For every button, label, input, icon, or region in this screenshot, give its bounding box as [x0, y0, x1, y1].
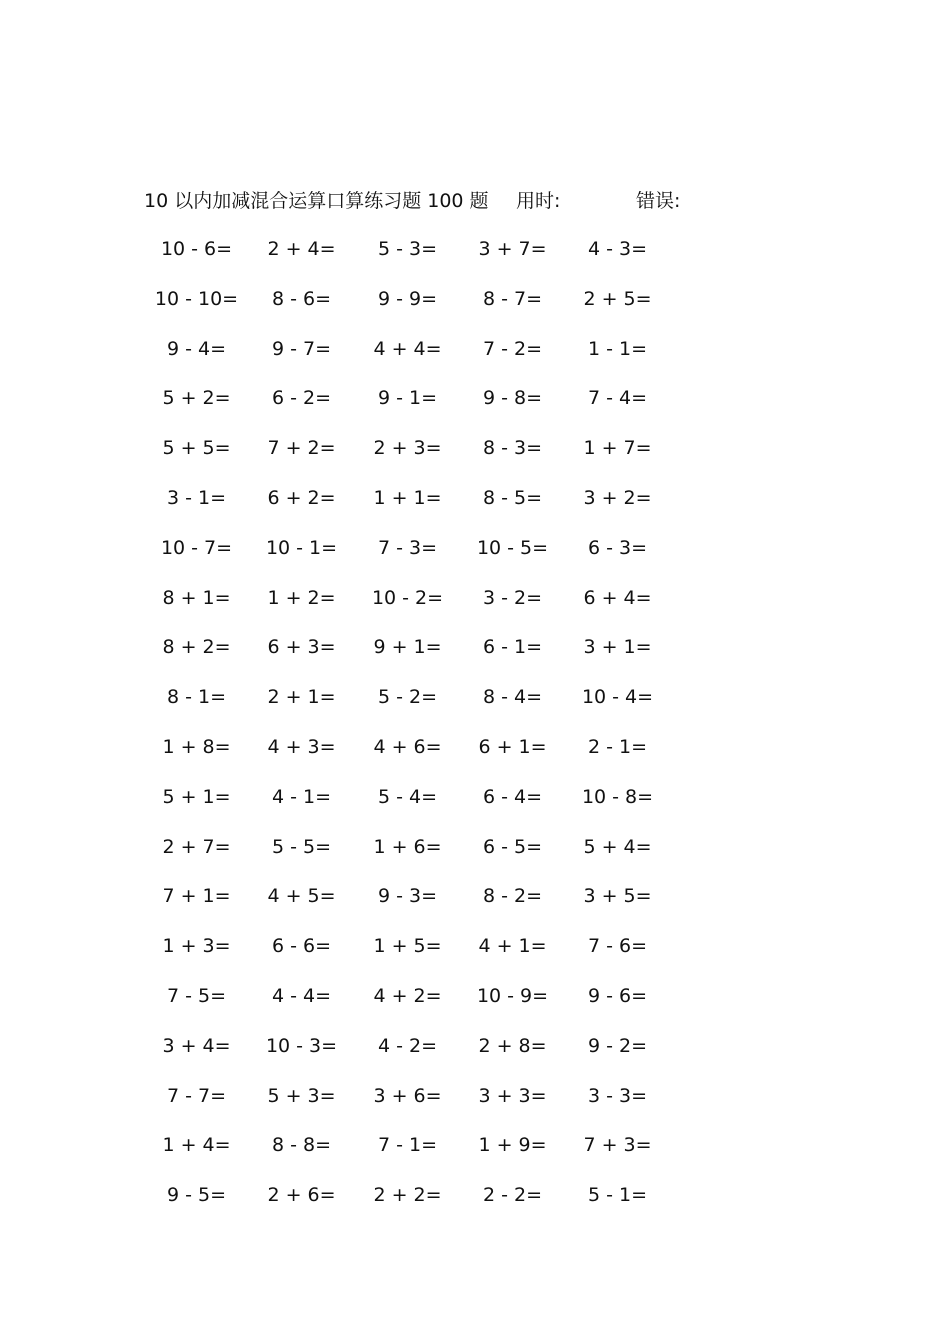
math-problem: 7 - 5=	[166, 984, 227, 1007]
math-problem: 3 + 1=	[583, 636, 652, 659]
math-problem: 1 + 7=	[583, 437, 652, 460]
math-problem: 4 + 1=	[478, 935, 547, 958]
problem-row	[144, 779, 704, 829]
math-problem: 10 - 10=	[154, 287, 239, 310]
problem-row	[144, 281, 704, 331]
math-problem: 10 - 1=	[265, 536, 338, 559]
math-problem: 4 - 3=	[587, 238, 648, 260]
math-problem: 4 + 6=	[373, 735, 442, 758]
math-problem: 10 - 9=	[476, 984, 549, 1007]
problem-row	[144, 878, 704, 928]
math-problem: 7 + 2=	[267, 437, 336, 460]
math-problem: 6 - 1=	[482, 636, 543, 659]
math-problem: 3 + 5=	[583, 885, 652, 908]
problem-row	[144, 1028, 704, 1078]
math-problem: 8 - 4=	[482, 686, 543, 709]
math-problem: 4 + 2=	[373, 984, 442, 1007]
math-problem: 1 + 6=	[373, 835, 442, 858]
problem-row	[144, 231, 704, 281]
math-problem: 9 + 1=	[373, 636, 442, 659]
math-problem: 9 - 1=	[377, 387, 438, 410]
math-problem: 8 - 6=	[271, 287, 332, 310]
math-problem: 1 + 3=	[162, 935, 231, 958]
math-problem: 2 + 2=	[373, 1184, 442, 1207]
math-problem: 6 + 3=	[267, 636, 336, 659]
problem-row	[144, 629, 704, 679]
math-problem: 6 + 2=	[267, 486, 336, 509]
math-problem: 1 + 9=	[478, 1134, 547, 1157]
math-problem: 7 - 3=	[377, 536, 438, 559]
problem-row	[144, 480, 704, 530]
problem-grid	[144, 231, 704, 1227]
math-problem: 9 - 3=	[377, 885, 438, 908]
problem-row	[144, 331, 704, 381]
math-problem: 4 + 3=	[267, 735, 336, 758]
math-problem: 7 - 6=	[587, 935, 648, 958]
math-problem: 2 + 4=	[267, 238, 336, 260]
math-problem: 5 - 1=	[587, 1184, 648, 1207]
math-problem: 8 - 7=	[482, 287, 543, 310]
math-problem: 9 - 9=	[377, 287, 438, 310]
math-problem: 7 - 2=	[482, 337, 543, 360]
math-problem: 3 - 1=	[166, 486, 227, 509]
math-problem: 3 + 7=	[478, 238, 547, 260]
math-problem: 10 - 5=	[476, 536, 549, 559]
math-problem: 5 - 3=	[377, 238, 438, 260]
math-problem: 5 + 2=	[162, 387, 231, 410]
math-problem: 6 - 2=	[271, 387, 332, 410]
math-problem: 3 - 2=	[482, 586, 543, 609]
math-problem: 1 + 2=	[267, 586, 336, 609]
math-problem: 6 - 4=	[482, 785, 543, 808]
problem-row	[144, 729, 704, 779]
problem-row	[144, 829, 704, 879]
problem-row	[144, 430, 704, 480]
problem-row	[144, 978, 704, 1028]
math-problem: 2 + 7=	[162, 835, 231, 858]
math-problem: 2 + 6=	[267, 1184, 336, 1207]
math-problem: 9 - 6=	[587, 984, 648, 1007]
math-problem: 2 + 1=	[267, 686, 336, 709]
math-problem: 2 + 8=	[478, 1034, 547, 1057]
math-problem: 5 + 4=	[583, 835, 652, 858]
error-count-label: 错误:	[636, 190, 681, 212]
math-problem: 2 - 2=	[482, 1184, 543, 1207]
worksheet-header	[144, 186, 764, 216]
problem-row	[144, 1078, 704, 1128]
math-problem: 1 + 5=	[373, 935, 442, 958]
math-problem: 10 - 8=	[581, 785, 654, 808]
math-problem: 5 - 2=	[377, 686, 438, 709]
math-problem: 7 + 3=	[583, 1134, 652, 1157]
math-problem: 2 + 5=	[583, 287, 652, 310]
math-problem: 8 - 3=	[482, 437, 543, 460]
math-problem: 4 + 4=	[373, 337, 442, 360]
math-problem: 10 - 7=	[160, 536, 233, 559]
math-problem: 5 + 5=	[162, 437, 231, 460]
math-problem: 8 - 8=	[271, 1134, 332, 1157]
math-problem: 5 - 4=	[377, 785, 438, 808]
math-problem: 7 + 1=	[162, 885, 231, 908]
math-problem: 10 - 3=	[265, 1034, 338, 1057]
problem-row	[144, 380, 704, 430]
math-problem: 9 - 8=	[482, 387, 543, 410]
math-problem: 9 - 4=	[166, 337, 227, 360]
math-problem: 8 + 2=	[162, 636, 231, 659]
problem-row	[144, 580, 704, 630]
math-problem: 4 - 2=	[377, 1034, 438, 1057]
math-problem: 6 - 5=	[482, 835, 543, 858]
worksheet-title: 10 以内加减混合运算口算练习题 100 题	[144, 190, 489, 212]
math-problem: 8 - 1=	[166, 686, 227, 709]
math-problem: 9 - 7=	[271, 337, 332, 360]
math-problem: 9 - 5=	[166, 1184, 227, 1207]
math-problem: 4 + 5=	[267, 885, 336, 908]
math-problem: 9 - 2=	[587, 1034, 648, 1057]
problem-row	[144, 679, 704, 729]
math-problem: 7 - 1=	[377, 1134, 438, 1157]
math-problem: 1 + 1=	[373, 486, 442, 509]
problem-row	[144, 1127, 704, 1177]
math-problem: 1 + 8=	[162, 735, 231, 758]
math-problem: 8 + 1=	[162, 586, 231, 609]
math-problem: 6 + 1=	[478, 735, 547, 758]
math-problem: 2 + 3=	[373, 437, 442, 460]
math-problem: 5 + 1=	[162, 785, 231, 808]
math-problem: 5 + 3=	[267, 1084, 336, 1107]
math-problem: 1 - 1=	[587, 337, 648, 360]
math-problem: 6 - 3=	[587, 536, 648, 559]
math-problem: 6 + 4=	[583, 586, 652, 609]
math-problem: 3 + 3=	[478, 1084, 547, 1107]
problem-row	[144, 928, 704, 978]
math-problem: 7 - 4=	[587, 387, 648, 410]
math-problem: 3 + 6=	[373, 1084, 442, 1107]
math-problem: 6 - 6=	[271, 935, 332, 958]
math-problem: 3 + 4=	[162, 1034, 231, 1057]
math-problem: 4 - 1=	[271, 785, 332, 808]
math-problem: 10 - 2=	[371, 586, 444, 609]
problem-row	[144, 1177, 704, 1227]
time-used-label: 用时:	[516, 190, 561, 212]
math-problem: 4 - 4=	[271, 984, 332, 1007]
math-problem: 8 - 5=	[482, 486, 543, 509]
math-problem: 8 - 2=	[482, 885, 543, 908]
math-problem: 3 + 2=	[583, 486, 652, 509]
math-problem: 3 - 3=	[587, 1084, 648, 1107]
math-problem: 10 - 6=	[160, 238, 233, 260]
math-problem: 7 - 7=	[166, 1084, 227, 1107]
math-problem: 10 - 4=	[581, 686, 654, 709]
math-problem: 5 - 5=	[271, 835, 332, 858]
problem-row	[144, 530, 704, 580]
math-problem: 2 - 1=	[587, 735, 648, 758]
math-problem: 1 + 4=	[162, 1134, 231, 1157]
